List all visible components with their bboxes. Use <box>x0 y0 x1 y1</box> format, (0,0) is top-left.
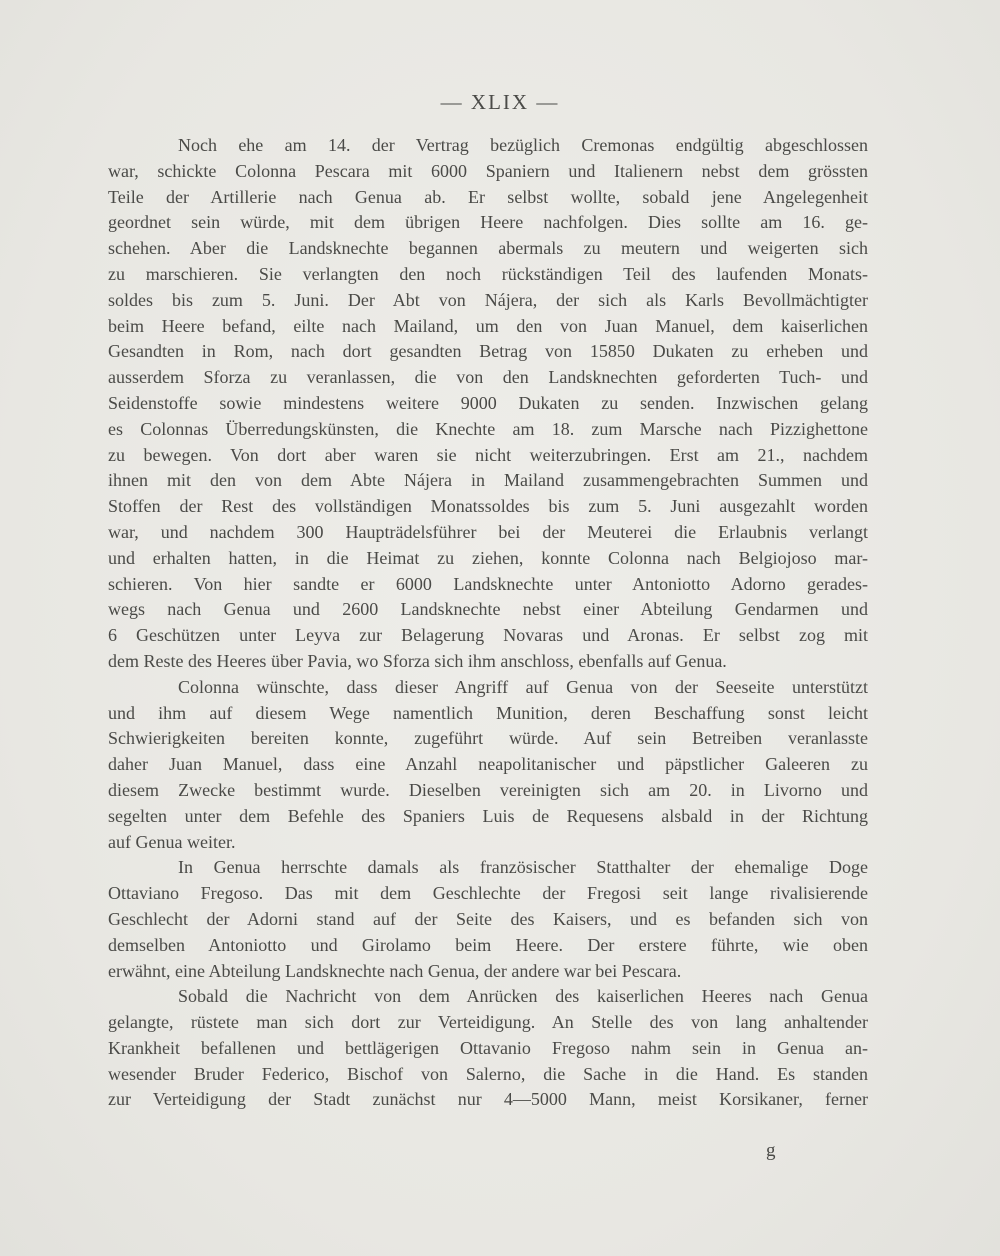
text-line: Schwierigkeiten bereiten konnte, zugeführt würde. Auf sein Betreiben veranlasste <box>108 728 868 749</box>
page-number-header: — XLIX — <box>440 90 560 114</box>
text-line: zu bewegen. Von dort aber waren sie nicht weiterzubringen. Erst am 21., nachdem <box>108 444 868 465</box>
text-line: war, und nachdem 300 Haupträdelsführer bei der Meuterei die Erlaubnis verlangt <box>108 521 868 542</box>
text-line: Gesandten in Rom, nach dort gesandten Betrag von 15850 Dukaten zu erheben und <box>108 341 868 362</box>
text-line: Geschlecht der Adorni stand auf der Seite des Kaisers, und es befanden sich von <box>108 908 868 929</box>
signature-mark: g <box>766 1140 776 1161</box>
text-line: 6 Geschützen unter Leyva zur Belagerung Novaras und Aronas. Er selbst zog mit <box>108 625 868 646</box>
text-line: wegs nach Genua und 2600 Landsknechte nebst einer Abteilung Gendarmen und <box>108 599 868 620</box>
text-line: Ottaviano Fregoso. Das mit dem Geschlechte der Fregosi seit lange rivalisierende <box>108 883 868 904</box>
text-line: erwähnt, eine Abteilung Landsknechte nach Genua, der andere war bei Pescara. <box>108 960 682 981</box>
text-line: gelangte, rüstete man sich dort zur Verteidigung. An Stelle des von lang anhaltender <box>108 1012 868 1033</box>
text-line: Colonna wünschte, dass dieser Angriff auf Genua von der Seeseite unterstützt <box>178 676 868 697</box>
text-line: In Genua herrschte damals als französischer Statthalter der ehemalige Doge <box>178 857 868 878</box>
text-line: beim Heere befand, eilte nach Mailand, um den von Juan Manuel, dem kaiserlichen <box>108 315 868 336</box>
text-line: Seidenstoffe sowie mindestens weitere 9000 Dukaten zu senden. Inzwischen gelang <box>108 392 868 413</box>
paragraph-1 <box>108 133 868 675</box>
text-line: wesender Bruder Federico, Bischof von Salerno, die Sache in die Hand. Es standen <box>108 1063 868 1084</box>
text-line: geordnet sein würde, mit dem übrigen Heere nachfolgen. Dies sollte am 16. ge- <box>108 212 868 233</box>
text-line: Stoffen der Rest des vollständigen Monatssoldes bis zum 5. Juni ausgezahlt worden <box>108 496 868 517</box>
text-line: zu marschieren. Sie verlangten den noch rückständigen Teil des laufenden Monats- <box>108 263 868 284</box>
text-line: Krankheit befallenen und bettlägerigen Ottavanio Fregoso nahm sein in Genua an- <box>108 1037 868 1058</box>
text-line: schehen. Aber die Landsknechte begannen abermals zu meutern und weigerten sich <box>108 238 868 259</box>
body-text <box>108 133 868 1113</box>
text-line: dem Reste des Heeres über Pavia, wo Sforza sich ihm anschloss, ebenfalls auf Genua. <box>108 650 727 671</box>
text-line: war, schickte Colonna Pescara mit 6000 Spaniern und Italienern nebst dem grössten <box>108 160 868 181</box>
text-line: demselben Antoniotto und Girolamo beim Heere. Der erstere führte, wie oben <box>108 934 868 955</box>
text-line: segelten unter dem Befehle des Spaniers Luis de Requesens alsbald in der Richtung <box>108 805 868 826</box>
text-line: soldes bis zum 5. Juni. Der Abt von Nájera, der sich als Karls Bevollmächtigter <box>108 289 868 310</box>
text-line: daher Juan Manuel, dass eine Anzahl neapolitanischer und päpstlicher Galeeren zu <box>108 754 868 775</box>
text-line: und erhalten hatten, in die Heimat zu ziehen, konnte Colonna nach Belgiojoso mar- <box>108 547 868 568</box>
text-line: Sobald die Nachricht von dem Anrücken des kaiserlichen Heeres nach Genua <box>178 986 868 1007</box>
text-line: diesem Zwecke bestimmt wurde. Dieselben vereinigten sich am 20. in Livorno und <box>108 779 868 800</box>
text-line: ihnen mit den von dem Abte Nájera in Mailand zusammengebrachten Summen und <box>108 470 868 491</box>
paragraph-4 <box>108 984 868 1113</box>
text-line: ausserdem Sforza zu veranlassen, die von den Landsknechten geforderten Tuch- und <box>108 367 868 388</box>
text-line: auf Genua weiter. <box>108 831 236 852</box>
text-line: zur Verteidigung der Stadt zunächst nur 4—5000 Mann, meist Korsikaner, ferner <box>108 1089 868 1110</box>
text-line: Teile der Artillerie nach Genua ab. Er selbst wollte, sobald jene Angelegenheit <box>108 186 868 207</box>
text-line: schieren. Von hier sandte er 6000 Landsknechte unter Antoniotto Adorno gerades- <box>108 573 868 594</box>
paragraph-3 <box>108 855 868 984</box>
text-line: Noch ehe am 14. der Vertrag bezüglich Cremonas endgültig abgeschlossen <box>178 135 868 155</box>
text-line: und ihm auf diesem Wege namentlich Munition, deren Beschaffung sonst leicht <box>108 702 868 723</box>
paragraph-2 <box>108 675 868 856</box>
text-line: es Colonnas Überredungskünsten, die Knechte am 18. zum Marsche nach Pizzighettone <box>108 418 868 439</box>
